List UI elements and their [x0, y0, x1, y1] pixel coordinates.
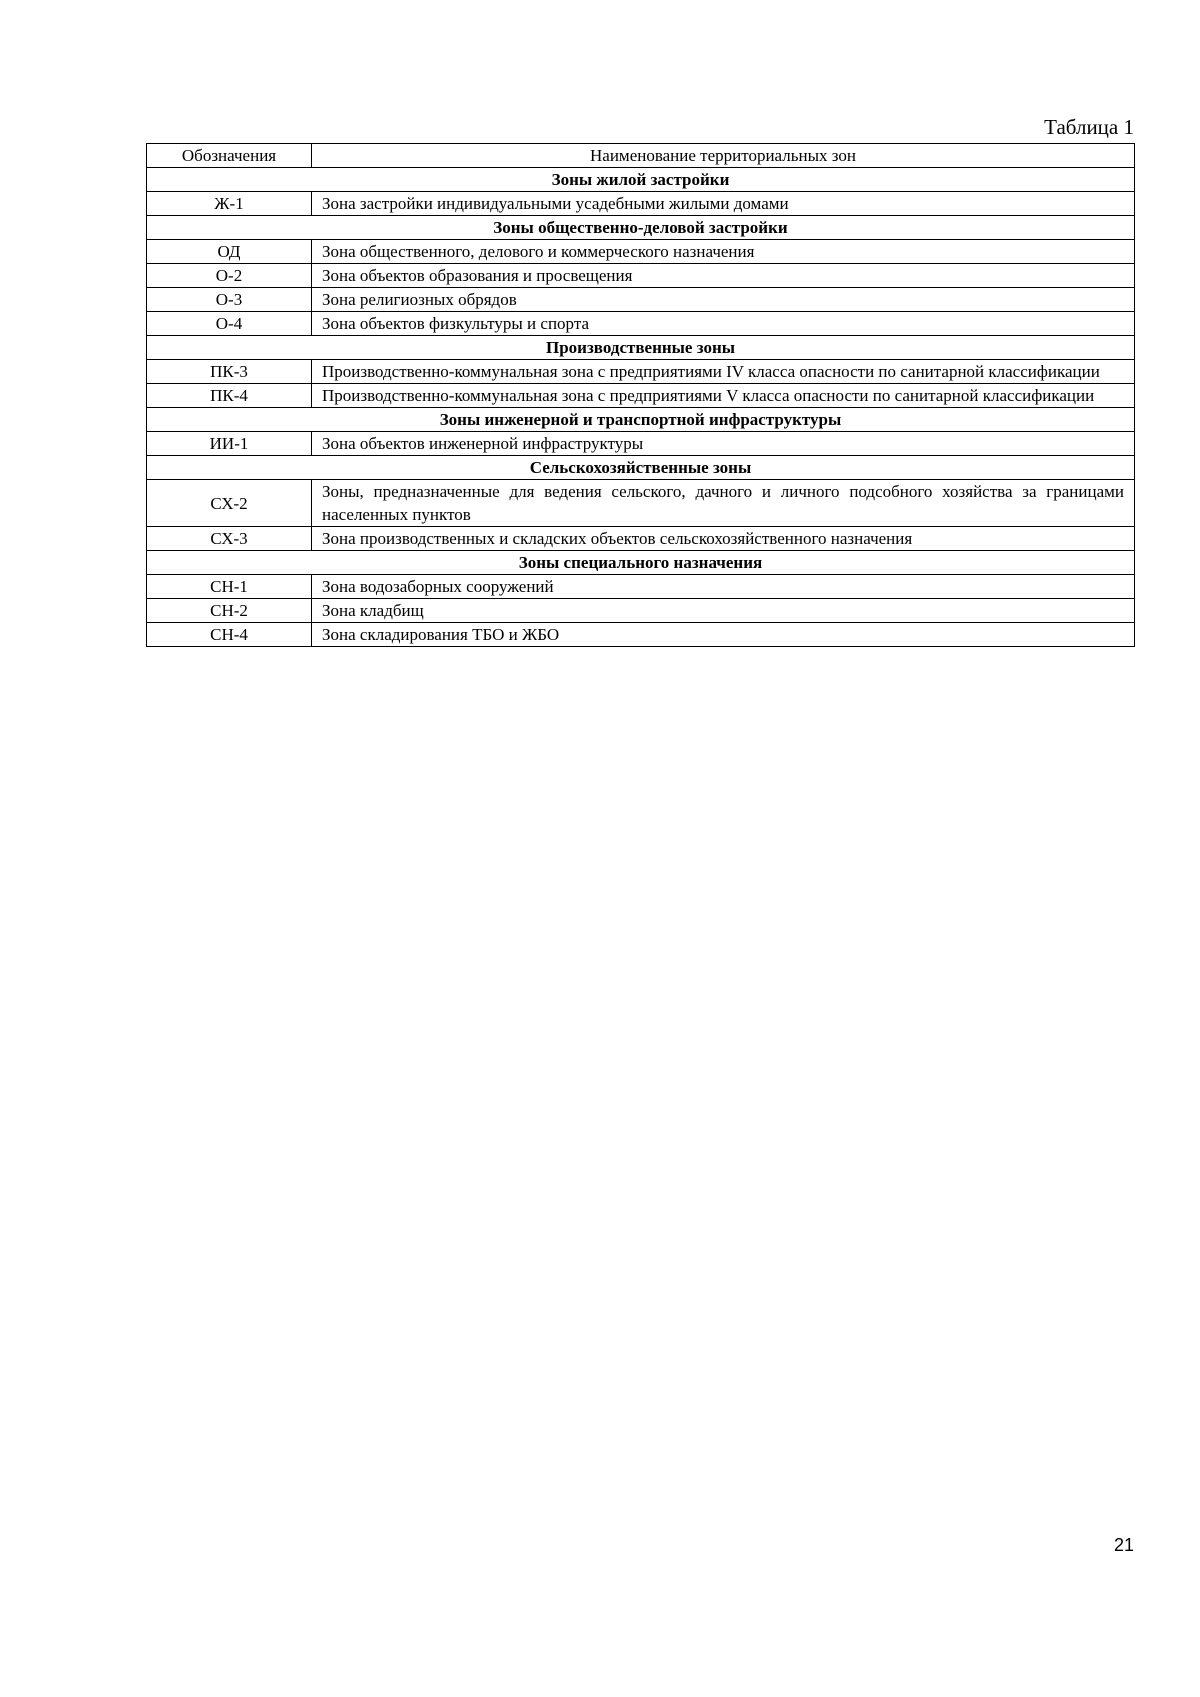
- zone-code: Ж-1: [147, 192, 312, 216]
- zone-name: Зона объектов образования и просвещения: [312, 264, 1135, 288]
- zone-name: Зона застройки индивидуальными усадебными жилыми домами: [312, 192, 1135, 216]
- table-row: [147, 240, 1135, 264]
- table-row: [147, 599, 1135, 623]
- zone-name: Зона производственных и складских объектов сельскохозяйственного назначения: [312, 527, 1135, 551]
- header-row: [147, 144, 1135, 168]
- table-caption: Таблица 1: [1044, 115, 1134, 139]
- zone-code: СН-2: [147, 599, 312, 623]
- zone-code: О-4: [147, 312, 312, 336]
- header-name: Наименование территориальных зон: [312, 144, 1135, 168]
- table-row: [147, 527, 1135, 551]
- table-row: [147, 192, 1135, 216]
- zone-code: СН-4: [147, 623, 312, 647]
- group-title: Зоны специального назначения: [147, 551, 1135, 575]
- zone-name: Зона кладбищ: [312, 599, 1135, 623]
- zone-code: СН-1: [147, 575, 312, 599]
- table-row: [147, 384, 1135, 408]
- zone-code: О-2: [147, 264, 312, 288]
- zone-name: Зоны, предназначенные для ведения сельского, дачного и личного подсобного хозяйства за границами населенных пунктов: [312, 480, 1135, 527]
- group-row: [147, 168, 1135, 192]
- territorial-zones-table: [146, 143, 1135, 647]
- group-row: [147, 216, 1135, 240]
- zone-name: Зона водозаборных сооружений: [312, 575, 1135, 599]
- table-header: [147, 144, 1135, 168]
- zone-code: СХ-2: [147, 480, 312, 527]
- group-row: [147, 551, 1135, 575]
- zone-code: СХ-3: [147, 527, 312, 551]
- group-title: Зоны общественно-деловой застройки: [147, 216, 1135, 240]
- table-row: [147, 480, 1135, 527]
- group-title: Зоны инженерной и транспортной инфраструктуры: [147, 408, 1135, 432]
- group-row: [147, 456, 1135, 480]
- zone-code: ИИ-1: [147, 432, 312, 456]
- group-row: [147, 336, 1135, 360]
- table-row: [147, 432, 1135, 456]
- group-title: Зоны жилой застройки: [147, 168, 1135, 192]
- zone-code: ПК-4: [147, 384, 312, 408]
- group-title: Производственные зоны: [147, 336, 1135, 360]
- zone-name: Зона религиозных обрядов: [312, 288, 1135, 312]
- table-row: [147, 264, 1135, 288]
- table-row: [147, 312, 1135, 336]
- zone-code: О-3: [147, 288, 312, 312]
- group-row: [147, 408, 1135, 432]
- zone-name: Зона объектов физкультуры и спорта: [312, 312, 1135, 336]
- zone-name: Зона объектов инженерной инфраструктуры: [312, 432, 1135, 456]
- zone-name: Производственно-коммунальная зона с предприятиями V класса опасности по санитарной классификации: [312, 384, 1135, 408]
- zone-name: Зона общественного, делового и коммерческого назначения: [312, 240, 1135, 264]
- table-row: [147, 288, 1135, 312]
- zone-name: Производственно-коммунальная зона с предприятиями IV класса опасности по санитарной классификации: [312, 360, 1135, 384]
- group-title: Сельскохозяйственные зоны: [147, 456, 1135, 480]
- table-row: [147, 360, 1135, 384]
- page-number: 21: [1113, 1535, 1134, 1555]
- table-row: [147, 575, 1135, 599]
- zone-name: Зона складирования ТБО и ЖБО: [312, 623, 1135, 647]
- zone-code: ОД: [147, 240, 312, 264]
- header-code: Обозначения: [147, 144, 312, 168]
- table-row: [147, 623, 1135, 647]
- table-body: [147, 168, 1135, 647]
- zone-code: ПК-3: [147, 360, 312, 384]
